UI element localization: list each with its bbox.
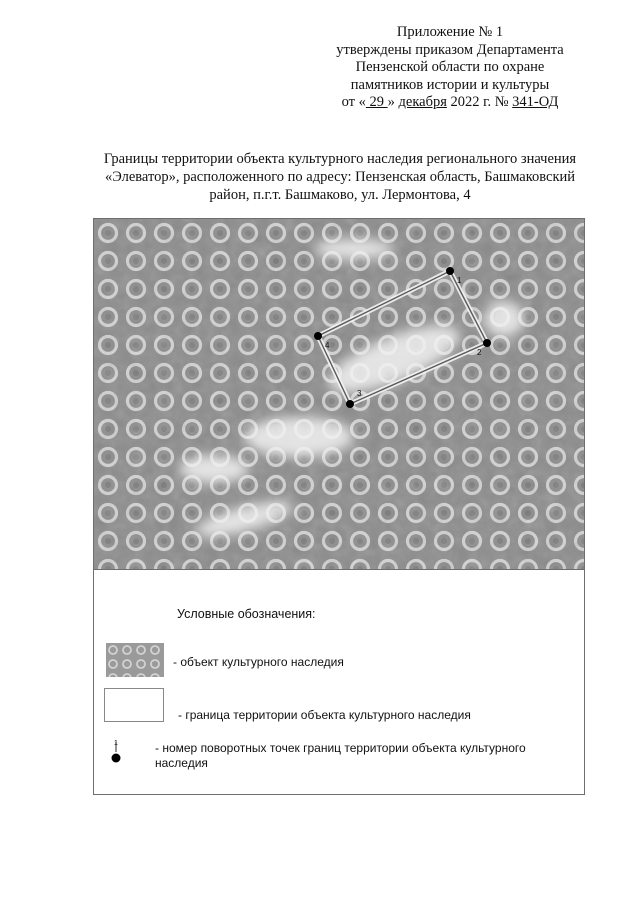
map-image (94, 219, 584, 569)
turning-point-legend-label: - номер поворотных точек границ территории объекта культурного наследия (155, 741, 526, 770)
date-month: декабря (398, 94, 447, 110)
turning-point-4 (314, 332, 322, 340)
turning-point-label: 3 (357, 389, 362, 398)
turning-point-label: 1 (457, 276, 462, 285)
turning-point-swatch-digit: 1 (114, 740, 118, 747)
map-frame (93, 218, 585, 795)
appendix-number: Приложение № 1 (396, 24, 504, 40)
date-year: 2022 г. № (446, 94, 513, 110)
turning-point-3 (346, 400, 354, 408)
legend-title: Условные обозначения: (177, 607, 316, 621)
document-title (60, 150, 620, 204)
object-legend-label: - объект культурного наследия (173, 655, 344, 669)
turning-point-1 (446, 267, 454, 275)
date-prefix: от « (341, 94, 366, 110)
title-line: «Элеватор», расположенного по адресу: Пензенская область, Башмаковский (104, 169, 576, 185)
approval-line: Пензенской области по охране (355, 59, 545, 75)
turning-point-label: 2 (477, 348, 482, 357)
turning-point-label: 4 (325, 341, 330, 350)
order-number: 341-ОД (512, 94, 559, 110)
boundary-swatch (104, 688, 164, 722)
boundary-legend-label: - граница территории объекта культурного наследия (178, 708, 471, 722)
approval-line: памятников истории и культуры (350, 76, 550, 93)
order-date-line (300, 94, 600, 112)
title-line: Границы территории объекта культурного наследия регионального значения (103, 151, 577, 167)
title-line: район, п.г.т. Башмаково, ул. Лермонтова, 4 (209, 187, 471, 203)
turning-point-swatch (108, 739, 124, 765)
date-day: 29 (365, 94, 388, 110)
approval-line: утверждены приказом Департамента (336, 41, 564, 58)
date-sep: » (387, 94, 399, 110)
turning-point-2 (483, 339, 491, 347)
object-swatch (106, 643, 164, 677)
approval-block (300, 24, 600, 112)
map-area (94, 219, 584, 570)
